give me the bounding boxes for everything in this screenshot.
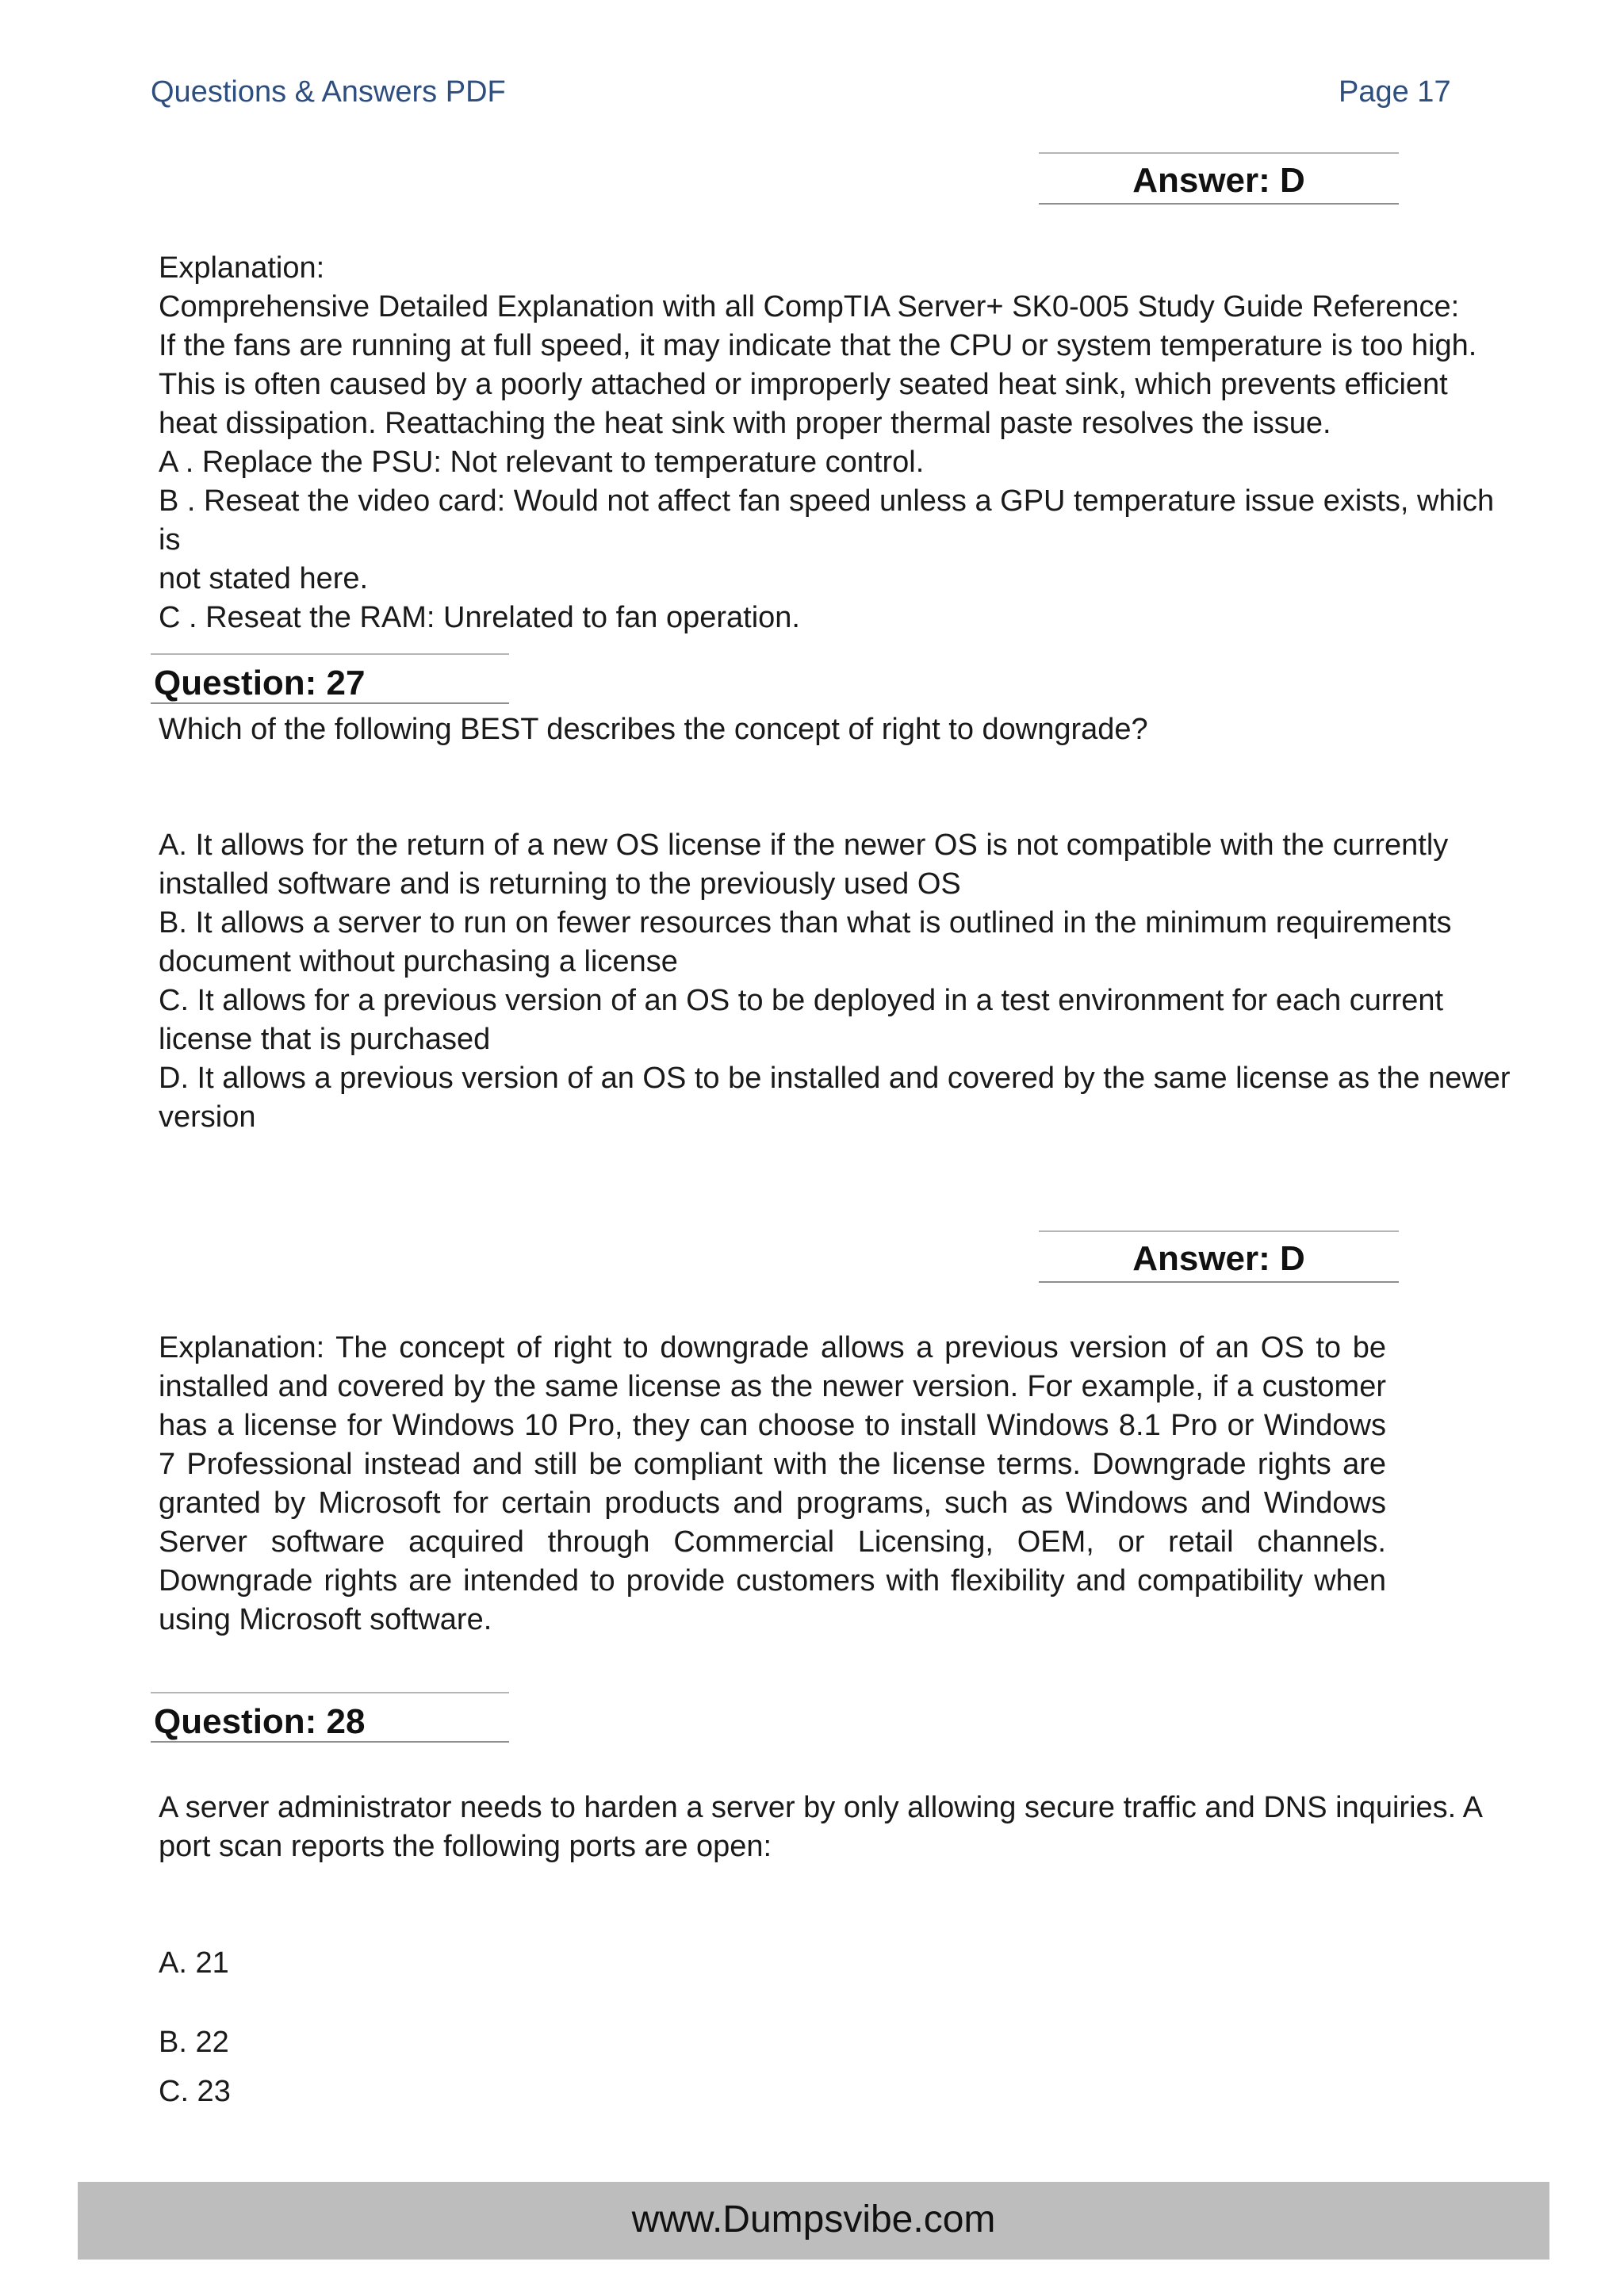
question-27-explanation bbox=[159, 1329, 1386, 1640]
option-line: license that is purchased bbox=[159, 1023, 491, 1056]
option-line: document without purchasing a license bbox=[159, 945, 678, 978]
explanation-block bbox=[159, 249, 1522, 637]
option-c: C. 23 bbox=[159, 2075, 231, 2108]
option-line: version bbox=[159, 1100, 256, 1134]
footer-bar bbox=[78, 2182, 1549, 2260]
option-line: C. It allows for a previous version of an OS to be deployed in a test environment for each current bbox=[159, 984, 1444, 1017]
explanation-line: If the fans are running at full speed, it may indicate that the CPU or system temperature is too high. bbox=[159, 329, 1477, 362]
header-title: Questions & Answers PDF bbox=[151, 75, 506, 109]
question-27-heading bbox=[151, 653, 509, 704]
option-line: A. It allows for the return of a new OS license if the newer OS is not compatible with the currently bbox=[159, 828, 1449, 862]
option-line: D. It allows a previous version of an OS to be installed and covered by the same license as the newer bbox=[159, 1062, 1511, 1095]
question-line: A server administrator needs to harden a server by only allowing secure traffic and DNS inquiries. A bbox=[159, 1791, 1484, 1824]
option-line: installed software and is returning to the previously used OS bbox=[159, 867, 961, 901]
option-a: A. 21 bbox=[159, 1946, 229, 1980]
page-number: Page 17 bbox=[1339, 75, 1451, 109]
footer-link[interactable]: www.Dumpsvibe.com bbox=[631, 2198, 996, 2241]
question-28-text bbox=[159, 1789, 1522, 1866]
explanation-line: not stated here. bbox=[159, 562, 369, 595]
question-line: port scan reports the following ports are open: bbox=[159, 1830, 772, 1863]
question-title: Question: 27 bbox=[154, 664, 366, 702]
answer-box bbox=[1039, 152, 1399, 205]
explanation-line: This is often caused by a poorly attached or improperly seated heat sink, which prevents efficient bbox=[159, 368, 1448, 401]
option-line: B. It allows a server to run on fewer resources than what is outlined in the minimum requirements bbox=[159, 906, 1452, 939]
question-27-text bbox=[159, 710, 1522, 749]
explanation-line: B . Reseat the video card: Would not affect fan speed unless a GPU temperature issue exists, which is bbox=[159, 484, 1495, 557]
question-28-heading bbox=[151, 1692, 509, 1743]
explanation-line: A . Replace the PSU: Not relevant to temperature control. bbox=[159, 446, 925, 479]
question-27-options bbox=[159, 826, 1522, 1137]
explanation-line: C . Reseat the RAM: Unrelated to fan operation. bbox=[159, 601, 800, 634]
option-b: B. 22 bbox=[159, 2026, 229, 2059]
answer-label: Answer: D bbox=[1132, 161, 1305, 200]
explanation-line: heat dissipation. Reattaching the heat sink with proper thermal paste resolves the issue. bbox=[159, 407, 1331, 440]
answer-label: Answer: D bbox=[1132, 1239, 1305, 1278]
answer-box bbox=[1039, 1230, 1399, 1283]
explanation-line: Comprehensive Detailed Explanation with all CompTIA Server+ SK0-005 Study Guide Reference: bbox=[159, 290, 1460, 323]
question-text: Which of the following BEST describes the concept of right to downgrade? bbox=[159, 713, 1148, 746]
explanation-line: Explanation: bbox=[159, 251, 325, 285]
explanation-paragraph: Explanation: The concept of right to downgrade allows a previous version of an OS to be installed and covered by the same license as the newer version. For example, if a customer has a license for Windows 10 Pro, they can choose to install Windows 8.1 Pro or Windows 7 Professional instead and still be compliant with the license terms. Downgrade rights are granted by Microsoft for certain products and programs, such as Windows and Windows Server software acquired through Commercial Licensing, OEM, or retail channels. Downgrade rights are intended to provide customers with flexibility and compatibility when using Microsoft software. bbox=[159, 1331, 1386, 1636]
question-title: Question: 28 bbox=[154, 1702, 366, 1741]
